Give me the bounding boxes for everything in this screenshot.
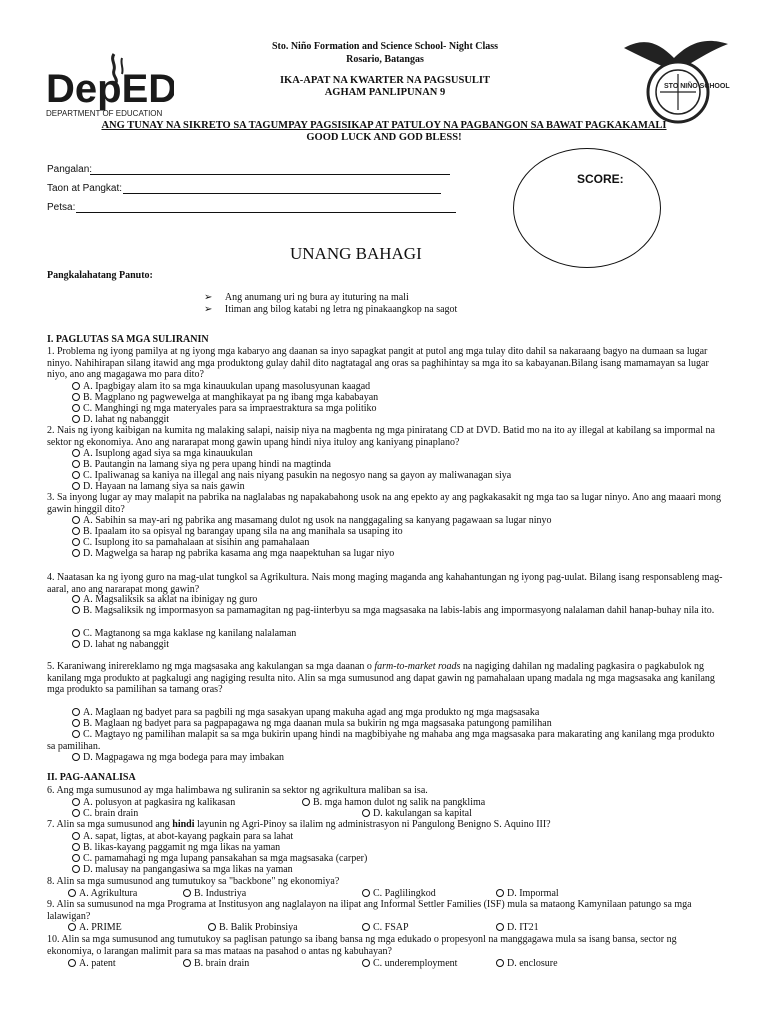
q7-option-c[interactable]: C. pamamahagi ng mga lupang pansakahan sa mga magsasaka (carper) — [72, 853, 367, 864]
grade-field[interactable] — [123, 183, 441, 194]
q7-option-b[interactable]: B. likas-kayang paggamit ng mga likas na yaman — [72, 842, 280, 853]
q8-option-b[interactable]: B. Industriya — [183, 888, 246, 899]
q4-option-c[interactable]: C. Magtanong sa mga kaklase ng kanilang nalalaman — [72, 628, 296, 639]
score-circle — [513, 148, 661, 268]
instruction-item: ➢ Ang anumang uri ng bura ay ituturing na mali — [204, 292, 409, 303]
radio-circle-icon — [496, 959, 504, 967]
radio-circle-icon — [72, 832, 80, 840]
radio-circle-icon — [72, 516, 80, 524]
q7-option-d[interactable]: D. malusay na pangangasiwa sa mga likas na yaman — [72, 864, 293, 875]
radio-circle-icon — [72, 595, 80, 603]
q6-option-c[interactable]: C. brain drain — [72, 808, 138, 819]
radio-circle-icon — [72, 471, 80, 479]
radio-circle-icon — [362, 889, 370, 897]
exam-title: IKA-APAT NA KWARTER NA PAGSUSULIT — [279, 75, 491, 86]
arrow-bullet-icon: ➢ — [204, 304, 225, 315]
q10-option-a[interactable]: A. patent — [68, 958, 116, 969]
radio-circle-icon — [72, 393, 80, 401]
instruction-item: ➢ Itiman ang bilog katabi ng letra ng pinakaangkop na sagot — [204, 304, 458, 315]
q9-option-d[interactable]: D. IT21 — [496, 922, 539, 933]
radio-circle-icon — [72, 382, 80, 390]
section-heading: II. PAG-AANALISA — [47, 772, 136, 783]
q10-option-b[interactable]: B. brain drain — [183, 958, 249, 969]
name-label: Pangalan: — [47, 164, 93, 175]
q2-option-a[interactable]: A. Isuplong agad siya sa mga kinauukulan — [72, 448, 253, 459]
subject-title: AGHAM PANLIPUNAN 9 — [324, 87, 446, 98]
radio-circle-icon — [72, 449, 80, 457]
logo-wordmark: DepED — [46, 67, 174, 111]
radio-circle-icon — [208, 923, 216, 931]
radio-circle-icon — [72, 865, 80, 873]
q10-option-d[interactable]: D. enclosure — [496, 958, 558, 969]
question-9: 9. Alin sa sumusunod na mga Programa at Institusyon ang naglalayon na ilipat ang Informal Settler Families (ISF) mula sa mataong Kamynilaan patungo sa mga lalawigan? — [47, 899, 692, 922]
q4-option-a[interactable]: A. Magsaliksik sa aklat na ibinigay ng guro — [72, 594, 257, 605]
motto-blessing: GOOD LUCK AND GOD BLESS! — [306, 132, 462, 143]
radio-circle-icon — [72, 606, 80, 614]
q3-option-c[interactable]: C. Isuplong ito sa pamahalaan at sisihin ang pamahalaan — [72, 537, 309, 548]
question-7: 7. Alin sa mga sumusunod ang hindi layunin ng Agri-Pinoy sa ilalim ng administrasyon ni Pangulong Benigno S. Aquino III? — [47, 819, 551, 830]
question-2: 2. Nais ng iyong kaibigan na kumita ng malaking salapi, naisip niya na magbenta ng mga piniratang CD at DVD. Batid mo na ito ay illegal at kabilang sa impormal na sektor ng ekonomiya. Ano ang nararapat mong gawin upang hindi niya ituloy ang kaniyang pinaplano? — [47, 425, 715, 448]
radio-circle-icon — [72, 404, 80, 412]
radio-circle-icon — [72, 719, 80, 727]
radio-circle-icon — [496, 923, 504, 931]
section-heading: I. PAGLUTAS SA MGA SULIRANIN — [47, 334, 209, 345]
q4-option-b[interactable]: B. Magsaliksik ng impormasyon sa pamamagitan ng pag-iinterbyu sa mga magsasaka na labis-labis ang impormasyong nalalaman dahil hanap-buhay nila ito. — [47, 605, 723, 617]
radio-circle-icon — [72, 460, 80, 468]
question-8: 8. Alin sa mga sumusunod ang tumutukoy sa "backbone" ng ekonomiya? — [47, 876, 340, 887]
q2-option-b[interactable]: B. Pautangin na lamang siya ng pera upang hindi na magtinda — [72, 459, 331, 470]
score-label: SCORE: — [577, 172, 624, 186]
q2-option-d[interactable]: D. Hayaan na lamang siya sa nais gawin — [72, 481, 245, 492]
question-5: 5. Karaniwang inirereklamo ng mga magsasaka ang kakulangan sa mga daanan o farm-to-market roads na nagiging dahilan ng madaling pagkasira o pagkabulok ng kanilang mga produkto at pagkalugi ang nagiging resulta nito. Alin sa mga sumusunod ang dapat gawin ng pamahalaan upang madala ng mga magsasaka ang kanilang mga produkto sa pamilihan sa tamang oras? — [47, 661, 715, 696]
question-6: 6. Ang mga sumusunod ay mga halimbawa ng suliranin sa sektor ng agrikultura maliban sa isa. — [47, 785, 428, 796]
radio-circle-icon — [72, 708, 80, 716]
deped-logo — [44, 50, 174, 120]
q1-option-b[interactable]: B. Magplano ng pagwewelga at manghikayat pa ng ibang mga kababayan — [72, 392, 378, 403]
q6-option-a[interactable]: A. polusyon at pagkasira ng kalikasan — [72, 797, 235, 808]
name-field[interactable] — [90, 164, 450, 175]
q9-option-b[interactable]: B. Balik Probinsiya — [208, 922, 298, 933]
radio-circle-icon — [72, 640, 80, 648]
radio-circle-icon — [72, 629, 80, 637]
q7-option-a[interactable]: A. sapat, ligtas, at abot-kayang pagkain para sa lahat — [72, 831, 293, 842]
radio-circle-icon — [72, 843, 80, 851]
q3-option-b[interactable]: B. Ipaalam ito sa opisyal ng barangay upang sila na ang manihala sa usaping ito — [72, 526, 403, 537]
date-field[interactable] — [76, 202, 456, 213]
radio-circle-icon — [362, 923, 370, 931]
arrow-bullet-icon: ➢ — [204, 292, 225, 303]
radio-circle-icon — [72, 415, 80, 423]
q6-option-b[interactable]: B. mga hamon dulot ng salik na pangklima — [302, 797, 485, 808]
q3-option-a[interactable]: A. Sabihin sa may-ari ng pabrika ang masamang dulot ng usok na nanggagaling sa kanyang pagawaan sa lugar ninyo — [72, 515, 552, 526]
date-label: Petsa: — [47, 202, 76, 213]
q1-option-c[interactable]: C. Manghingi ng mga materyales para sa impraestraktura sa mga politiko — [72, 403, 377, 414]
question-4: 4. Naatasan ka ng iyong guro na mag-ulat tungkol sa Agrikultura. Nais mong maging maganda ang kahahantungan ng iyong pag-uulat. Bilang isang responsableng mag-aaral, ano ang nararapat mong gawin? — [47, 572, 723, 595]
radio-circle-icon — [72, 854, 80, 862]
radio-circle-icon — [72, 753, 80, 761]
radio-circle-icon — [72, 538, 80, 546]
q3-option-d[interactable]: D. Magwelga sa harap ng pabrika kasama ang mga naapektuhan sa lugar niyo — [72, 548, 394, 559]
q4-option-d[interactable]: D. lahat ng nabanggit — [72, 639, 169, 650]
radio-circle-icon — [68, 889, 76, 897]
radio-circle-icon — [72, 527, 80, 535]
radio-circle-icon — [302, 798, 310, 806]
q5-option-d[interactable]: D. Magpagawa ng mga bodega para may imbakan — [72, 752, 284, 763]
radio-circle-icon — [183, 889, 191, 897]
radio-circle-icon — [72, 809, 80, 817]
q5-option-b[interactable]: B. Maglaan ng badyet para sa pagpapagawa ng mga daanan mula sa bukirin ng mga magsasaka patungong pamilihan — [72, 718, 552, 729]
q8-option-d[interactable]: D. Impormal — [496, 888, 559, 899]
radio-circle-icon — [68, 959, 76, 967]
radio-circle-icon — [72, 549, 80, 557]
q5-option-c[interactable]: C. Magtayo ng pamilihan malapit sa sa mga bukirin upang hindi na magbibiyahe ng mahaba ang mga magsasaka para makarating ang kanilang mga produkto sa pamilihan. — [47, 729, 715, 752]
school-address: Rosario, Batangas — [346, 54, 424, 65]
question-10: 10. Alin sa mga sumusunod ang tumutukoy sa paglisan patungo sa ibang bansa ng mga edukado o propesyonl na manggagawa mula sa isang bansa, sector ng ekonomiya, o larangan malimit para sa mas mataas na pasahod o antas ng kabuhayan? — [47, 934, 677, 957]
radio-circle-icon — [362, 809, 370, 817]
q1-option-a[interactable]: A. Ipagbigay alam ito sa mga kinauukulan upang masolusyunan kaagad — [72, 381, 370, 392]
logo-caption: DEPARTMENT OF EDUCATION — [46, 109, 163, 118]
q6-option-d[interactable]: D. kakulangan sa kapital — [362, 808, 472, 819]
q2-option-c[interactable]: C. Ipaliwanag sa kaniya na illegal ang nais niyang pasukin na negosyo nang sa gayon ay maliwanagan siya — [72, 470, 511, 481]
q8-option-c[interactable]: C. Paglilingkod — [362, 888, 436, 899]
radio-circle-icon — [68, 923, 76, 931]
radio-circle-icon — [72, 482, 80, 490]
question-1: 1. Problema ng iyong pamilya at ng iyong mga kabaryo ang daanan sa inyo sapagkat pangit at putol ang mga tulay dito dahil sa nakaraang bagyo na dumaan sa lugar ninyo. Nahihirapan silang itawid ang mga produktong gulay dahil dito nagtatagal ang oras sa paghihintay sa mga ito sa kabayanan.Bilang isang mamamayan sa lugar niyo, ano ang magagawa mo para dito? — [47, 346, 709, 381]
radio-circle-icon — [72, 798, 80, 806]
question-3: 3. Sa inyong lugar ay may malapit na pabrika na naglalabas ng napakabahong usok na ang epekto ay ang pagkakasakit ng mga tao sa lugar ninyo. Ano ang maaari mong gawin hinggil dito? — [47, 492, 721, 515]
q8-option-a[interactable]: A. Agrikultura — [68, 888, 137, 899]
seal-text: STO NIÑO SCHOOL — [664, 83, 730, 90]
radio-circle-icon — [183, 959, 191, 967]
q9-option-c[interactable]: C. FSAP — [362, 922, 409, 933]
instructions-heading: Pangkalahatang Panuto: — [47, 270, 153, 281]
school-name: Sto. Niño Formation and Science School- Night Class — [271, 41, 499, 52]
radio-circle-icon — [362, 959, 370, 967]
q10-option-c[interactable]: C. underemployment — [362, 958, 457, 969]
q5-option-a[interactable]: A. Maglaan ng badyet para sa pagbili ng mga sasakyan upang makuha agad ang mga produkto ng mga magsasaka — [72, 707, 539, 718]
school-seal — [616, 30, 734, 126]
part-title: UNANG BAHAGI — [290, 244, 422, 263]
q1-option-d[interactable]: D. lahat ng nabanggit — [72, 414, 169, 425]
grade-label: Taon at Pangkat: — [47, 183, 123, 194]
radio-circle-icon — [496, 889, 504, 897]
motto-line: ANG TUNAY NA SIKRETO SA TAGUMPAY PAGSISIKAP AT PATULOY NA PAGBANGON SA BAWAT PAGKAKAMALI — [101, 120, 667, 131]
q9-option-a[interactable]: A. PRIME — [68, 922, 122, 933]
radio-circle-icon — [72, 730, 80, 738]
